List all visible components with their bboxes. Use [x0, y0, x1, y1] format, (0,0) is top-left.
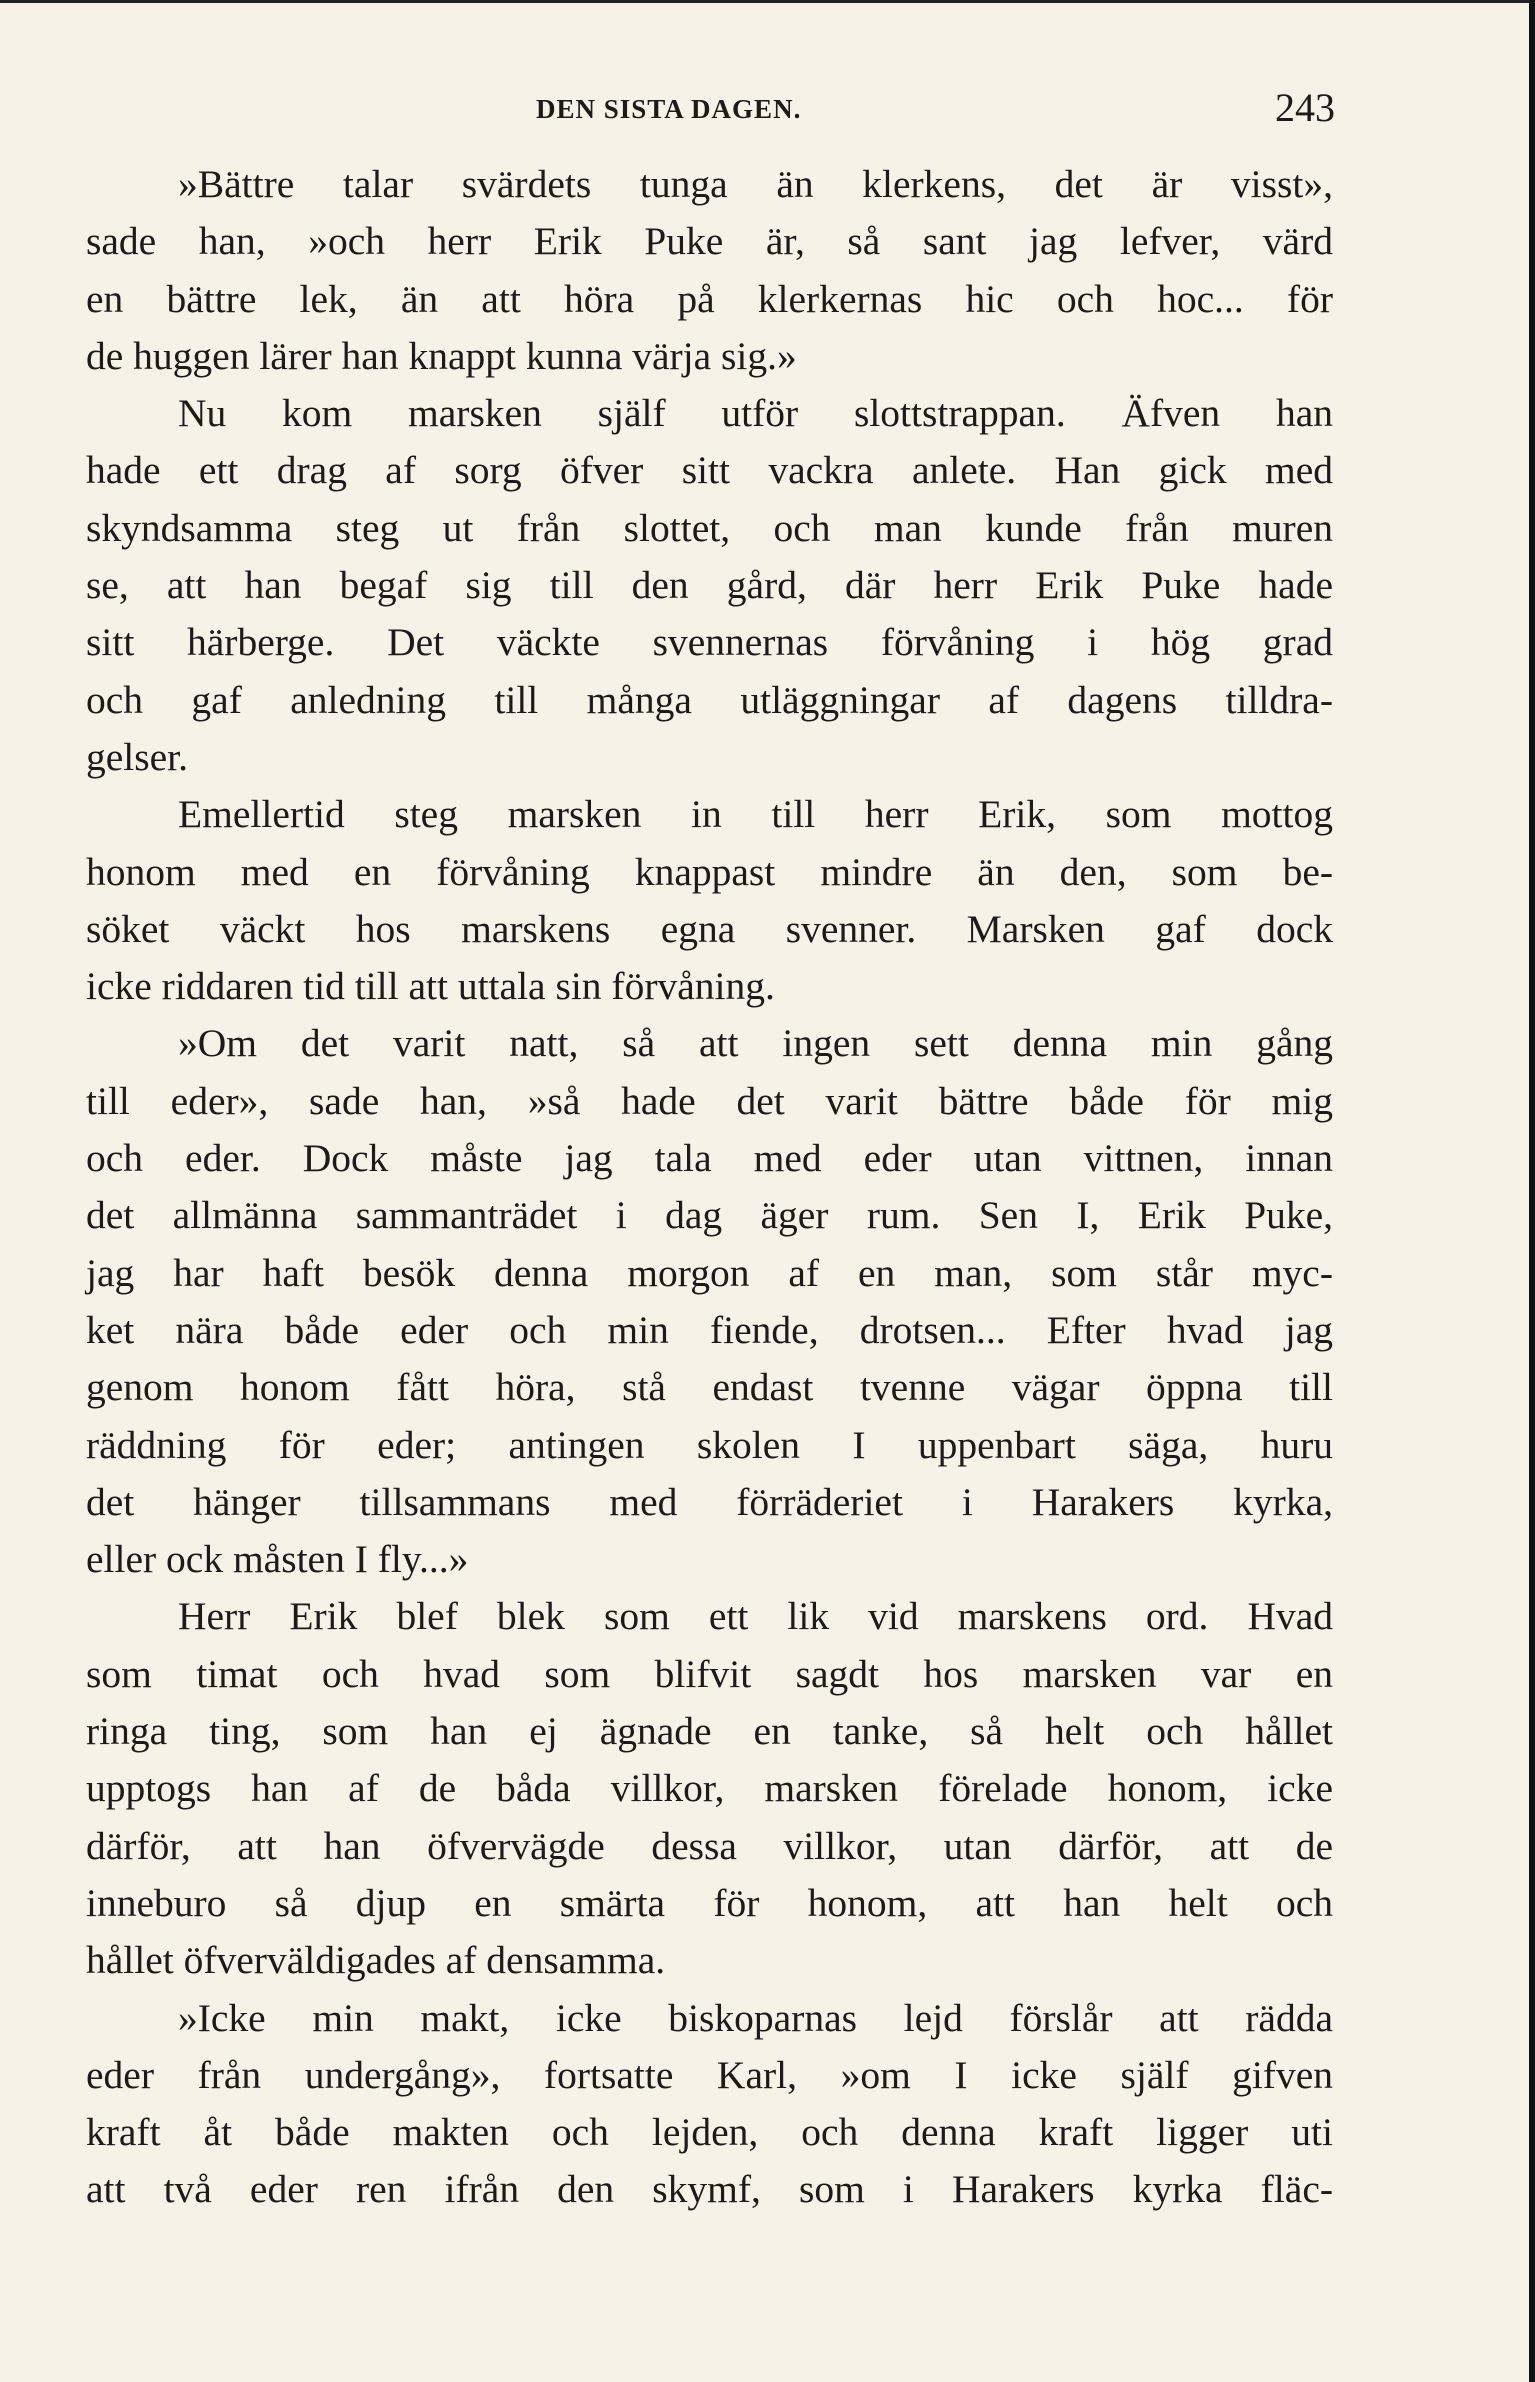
page-number: 243	[1275, 85, 1335, 130]
text-line: att två eder ren ifrån den skymf, som i Harakers kyrka fläc-	[86, 2167, 1333, 2212]
text-line: hade ett drag af sorg öfver sitt vackra anlete. Han gick med	[86, 448, 1333, 493]
text-line: icke riddaren tid till att uttala sin förvåning.	[86, 964, 775, 1009]
text-line: »Icke min makt, icke biskoparnas lejd förslår att rädda	[178, 1995, 1333, 2040]
text-line: »Bättre talar svärdets tunga än klerkens, det är visst»,	[178, 162, 1333, 206]
text-line: det allmänna sammanträdet i dag äger rum. Sen I, Erik Puke,	[86, 1193, 1333, 1238]
text-line: ket nära både eder och min fiende, drotsen... Efter hvad jag	[86, 1307, 1333, 1352]
text-line: kraft åt både makten och lejden, och denna kraft ligger uti	[86, 2110, 1333, 2155]
text-line: skyndsamma steg ut från slottet, och man kunde från muren	[86, 505, 1333, 550]
scan-border-top	[0, 0, 1535, 3]
running-title: DEN SISTA DAGEN.	[536, 94, 802, 124]
text-line: det hänger tillsammans med förräderiet i Harakers kyrka,	[86, 1479, 1333, 1524]
text-line: inneburo så djup en smärta för honom, att han helt och	[86, 1880, 1333, 1925]
text-line: en bättre lek, än att höra på klerkernas hic och hoc... för	[86, 276, 1333, 321]
text-line: ringa ting, som han ej ägnade en tanke, så helt och hållet	[86, 1709, 1333, 1754]
text-line: och gaf anledning till många utläggningar af dagens tilldra-	[86, 677, 1333, 722]
text-line: Herr Erik blef blek som ett lik vid marskens ord. Hvad	[178, 1594, 1333, 1639]
text-line: eder från undergång», fortsatte Karl, »om I icke själf gifven	[86, 2052, 1333, 2097]
text-line: hållet öfverväldigades af densamma.	[86, 1938, 666, 1983]
text-line: Nu kom marsken själf utför slottstrappan. Äfven han	[178, 391, 1333, 436]
text-line: genom honom fått höra, stå endast tvenne vägar öppna till	[86, 1365, 1333, 1410]
text-line: honom med en förvåning knappast mindre än den, som be-	[86, 849, 1333, 894]
text-line: jag har haft besök denna morgon af en man, som står myc-	[86, 1250, 1333, 1295]
text-line: upptogs han af de båda villkor, marsken förelade honom, icke	[86, 1766, 1333, 1811]
text-line: se, att han begaf sig till den gård, där herr Erik Puke hade	[86, 563, 1333, 608]
text-line: räddning för eder; antingen skolen I uppenbart säga, huru	[86, 1422, 1333, 1467]
text-line: och eder. Dock måste jag tala med eder utan vittnen, innan	[86, 1136, 1333, 1181]
scan-border-right	[1529, 0, 1535, 2382]
text-line: sitt härberge. Det väckte svennernas förvåning i hög grad	[86, 620, 1333, 665]
page-header	[88, 84, 1335, 134]
text-line: till eder», sade han, »så hade det varit bättre både för mig	[86, 1078, 1333, 1123]
text-line: gelser.	[86, 734, 189, 779]
text-line: som timat och hvad som blifvit sagdt hos marsken var en	[86, 1651, 1333, 1696]
body-text	[86, 156, 1333, 2219]
text-line: därför, att han öfvervägde dessa villkor, utan därför, att de	[86, 1823, 1333, 1868]
text-line: »Om det varit natt, så att ingen sett denna min gång	[178, 1021, 1333, 1066]
text-line: de huggen lärer han knappt kunna värja sig.»	[86, 333, 797, 378]
text-line: sade han, »och herr Erik Puke är, så sant jag lefver, värd	[86, 219, 1333, 264]
text-line: söket väckt hos marskens egna svenner. Marsken gaf dock	[86, 906, 1333, 951]
text-line: eller ock måsten I fly...»	[86, 1537, 469, 1582]
text-line: Emellertid steg marsken in till herr Erik, som mottog	[178, 792, 1333, 837]
